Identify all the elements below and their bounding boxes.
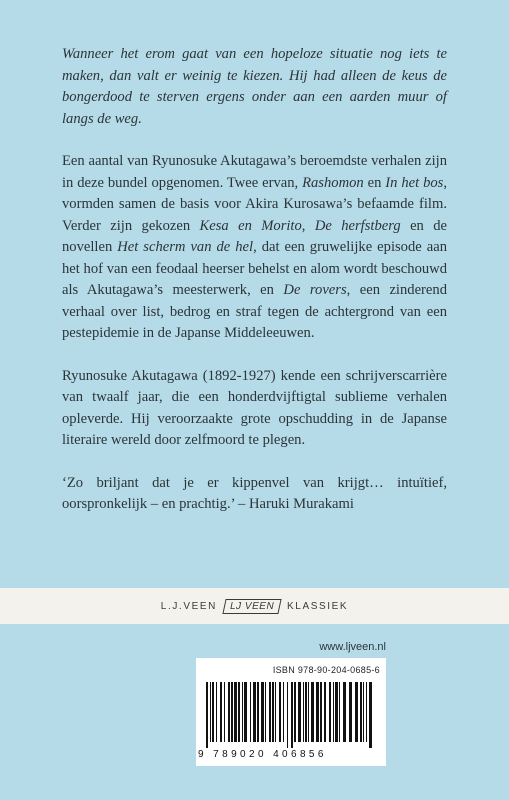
text-run: en de novellen <box>62 217 447 255</box>
barcode-bar <box>369 682 372 748</box>
barcode-digits: 9 789020 406856 <box>198 749 327 760</box>
review-quote: ‘Zo briljant dat je er kippenvel van krijgt… intuïtief, oorspronkelijk – en prachtig.’ – Haruki Murakami <box>62 474 447 512</box>
barcode-bar <box>329 682 331 742</box>
barcode-bar <box>335 682 338 742</box>
barcode-panel <box>196 658 386 766</box>
barcode-bar <box>279 682 281 742</box>
barcode-bar <box>333 682 334 742</box>
barcode-bar <box>343 682 346 742</box>
publisher-band <box>0 588 509 624</box>
barcode-bar <box>303 682 304 742</box>
barcode-bar <box>212 682 214 742</box>
barcode-icon <box>206 682 376 748</box>
barcode-bar <box>234 682 237 742</box>
barcode-bar <box>291 682 293 748</box>
barcode-bar <box>316 682 319 742</box>
story-title-het-scherm: Het scherm van de hel <box>117 239 254 255</box>
story-title-kesa-en-morito: Kesa en Morito <box>199 217 302 234</box>
barcode-bar <box>275 682 276 742</box>
barcode-bar <box>308 682 309 742</box>
text-run: , dat een gruwelijke episode aan het hof van een feodaal heerser behelst en alom wordt beschouwd als Akutagawa’s meesterwerk, en <box>62 239 447 298</box>
barcode-bar <box>261 682 264 742</box>
barcode-bar <box>265 682 266 742</box>
barcode-bar <box>355 682 358 742</box>
barcode-bar <box>305 682 307 742</box>
barcode-bar <box>366 682 367 742</box>
publisher-name: L.J.VEEN <box>160 600 217 612</box>
barcode-bar <box>216 682 217 742</box>
barcode-bar <box>253 682 256 742</box>
text-run: Een aantal van Ryunosuke Akutagawa’s beroemdste verhalen zijn in deze bundel opgenomen. Twee ervan, <box>62 153 447 191</box>
barcode-bar <box>206 682 208 748</box>
barcode-bar <box>311 682 314 742</box>
barcode-bar <box>231 682 233 742</box>
barcode-bar <box>272 682 274 742</box>
barcode-bar <box>349 682 352 742</box>
publisher-logo: LJ VEEN <box>222 599 281 614</box>
barcode-bar <box>228 682 230 742</box>
barcode-bar <box>360 682 362 742</box>
text-run: en <box>363 174 386 191</box>
story-title-de-rovers: De rovers <box>283 282 347 298</box>
barcode-bar <box>238 682 240 742</box>
barcode-bar <box>242 682 243 742</box>
barcode-bar <box>224 682 225 742</box>
barcode-bar <box>363 682 364 742</box>
barcode-bar <box>220 682 222 742</box>
barcode-bar <box>294 682 296 742</box>
text-run: , vormden samen de basis voor Akira Kurosawa’s befaamde film. Verder zijn gekozen <box>62 174 448 234</box>
barcode-bar <box>339 682 340 742</box>
barcode-bar <box>324 682 326 742</box>
publisher-website: www.ljveen.nl <box>319 641 386 653</box>
series-name: KLASSIEK <box>287 600 349 612</box>
barcode-bar <box>244 682 247 742</box>
story-title-de-herfstberg: De herfstberg <box>314 217 401 234</box>
text-run: , een zinderend verhaal over list, bedrog en straf tegen de achtergrond van een pestepidemie in de Japanse Middeleeuwen. <box>62 282 447 341</box>
barcode-bar <box>257 682 259 742</box>
story-title-rashomon: Rashomon <box>302 174 364 191</box>
text-run: , <box>301 217 315 234</box>
isbn-label: ISBN 978-90-204-0685-6 <box>272 665 380 675</box>
barcode-bar <box>210 682 211 742</box>
barcode-bar <box>269 682 271 742</box>
barcode-bar <box>287 682 288 748</box>
story-title-in-het-bos: In het bos <box>385 174 444 191</box>
barcode-bar <box>250 682 251 742</box>
barcode-bar <box>320 682 322 742</box>
barcode-bar <box>283 682 284 742</box>
summary-paragraph <box>62 151 447 345</box>
author-bio-paragraph: Ryunosuke Akutagawa (1892-1927) kende een schrijverscarrière van twaalf jaar, die een honderdvijftigtal sublieme verhalen opleverde. Hij veroorzaakte grote opschudding in de Japanse literaire wereld door zelfmoord te plegen. <box>62 367 447 448</box>
back-cover-blurb <box>62 44 447 537</box>
opening-quote: Wanneer het erom gaat van een hopeloze situatie nog iets te maken, dan valt er weinig te kiezen. Hij had alleen de keus de bongerdood te sterven ergens onder aan een aarden muur of langs de weg. <box>62 46 447 127</box>
barcode-bar <box>298 682 301 742</box>
